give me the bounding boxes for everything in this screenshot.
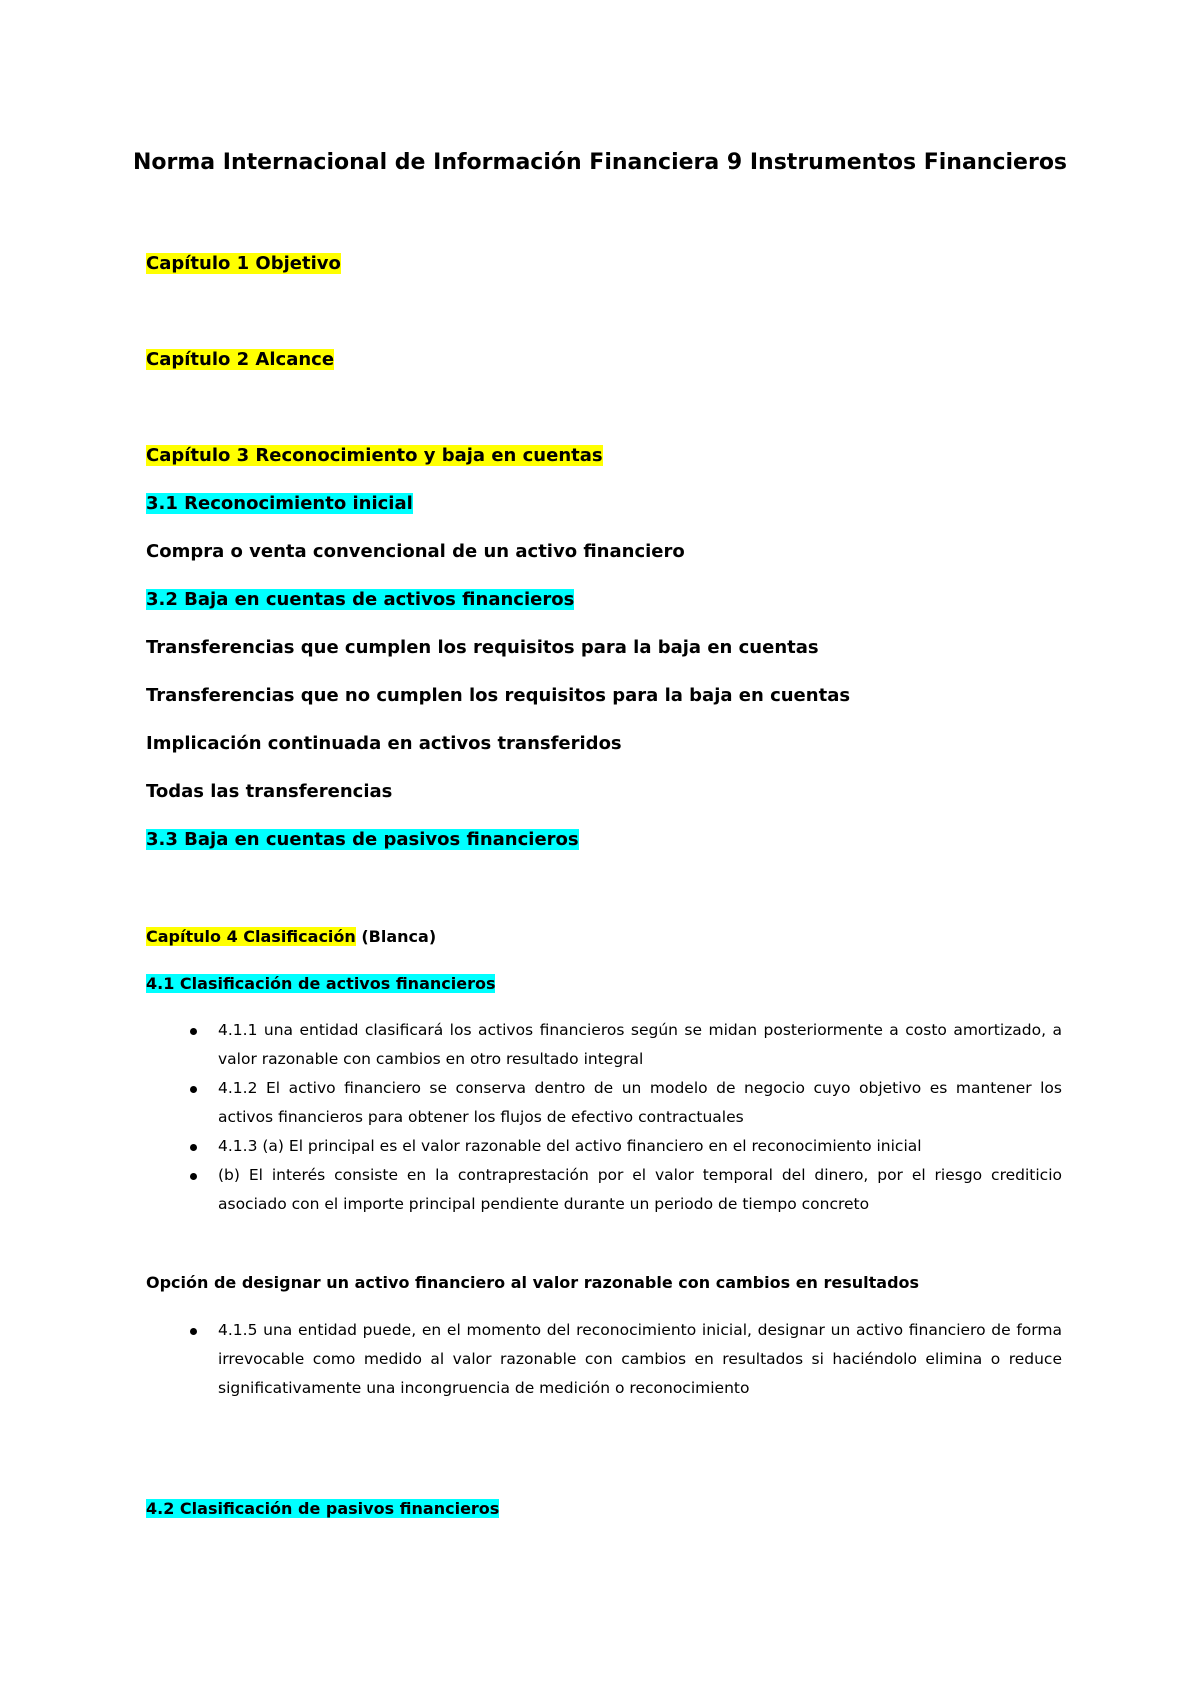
section-4-1-bullet-list xyxy=(0,1016,1200,1219)
bullet-dot-icon xyxy=(190,1028,197,1035)
chapter-4-label: Capítulo 4 Clasificación xyxy=(146,927,356,946)
bullet-dot-icon xyxy=(190,1173,197,1180)
chapter-3-heading xyxy=(146,446,603,467)
subsection-3-2-c: Implicación continuada en activos transferidos xyxy=(146,733,622,754)
section-3-1-label: 3.1 Reconocimiento inicial xyxy=(146,493,413,514)
bullet-4-1-1 xyxy=(218,1016,1062,1074)
bullet-4-1-3-b xyxy=(218,1161,1062,1219)
section-4-2-heading xyxy=(146,1500,499,1518)
bullet-dot-icon xyxy=(190,1144,197,1151)
subsection-3-1-a: Compra o venta convencional de un activo financiero xyxy=(146,541,685,562)
subsection-3-2-a: Transferencias que cumplen los requisitos para la baja en cuentas xyxy=(146,637,819,658)
bullet-text: El activo financiero se conserva dentro de un modelo de negocio cuyo objetivo es mantener los activos financieros para obtener los flujos de efectivo contractuales xyxy=(218,1079,1062,1126)
subsection-3-2-d: Todas las transferencias xyxy=(146,781,393,802)
bullet-text: El principal es el valor razonable del activo financiero en el reconocimiento inicial xyxy=(283,1137,922,1155)
bullet-number: 4.1.3 (a) xyxy=(218,1137,284,1155)
chapter-2-label: Capítulo 2 Alcance xyxy=(146,349,335,370)
section-4-2-label: 4.2 Clasificación de pasivos financieros xyxy=(146,1499,500,1518)
section-4-1-heading xyxy=(146,975,495,993)
bullet-dot-icon xyxy=(190,1086,197,1093)
document-title: Norma Internacional de Información Financiera 9 Instrumentos Financieros xyxy=(132,150,1068,175)
bullet-number: (b) xyxy=(218,1166,240,1184)
bullet-text: una entidad puede, en el momento del reconocimiento inicial, designar un activo financiero de forma irrevocable como medido al valor razonable con cambios en resultados si haciéndolo elimina o reduce significativamente una incongruencia de medición o reconocimiento xyxy=(218,1321,1062,1397)
section-3-2-label: 3.2 Baja en cuentas de activos financieros xyxy=(146,589,575,610)
chapter-1-label: Capítulo 1 Objetivo xyxy=(146,253,341,274)
chapter-4-note: (Blanca) xyxy=(355,927,437,946)
bullet-4-1-2 xyxy=(218,1074,1062,1132)
chapter-3-label: Capítulo 3 Reconocimiento y baja en cuentas xyxy=(146,445,603,466)
bullet-number: 4.1.5 xyxy=(218,1321,258,1339)
bullet-dot-icon xyxy=(190,1328,197,1335)
bullet-4-1-3-a xyxy=(218,1132,1062,1161)
subsection-3-2-b: Transferencias que no cumplen los requisitos para la baja en cuentas xyxy=(146,685,851,706)
bullet-number: 4.1.2 xyxy=(218,1079,258,1097)
bullet-text: una entidad clasificará los activos financieros según se midan posteriormente a costo amortizado, a valor razonable con cambios en otro resultado integral xyxy=(218,1021,1062,1068)
section-3-3-label: 3.3 Baja en cuentas de pasivos financieros xyxy=(146,829,579,850)
designation-option-heading: Opción de designar un activo financiero al valor razonable con cambios en resultados xyxy=(146,1273,920,1292)
designation-option-bullet-list xyxy=(0,1316,1200,1403)
section-3-1-heading xyxy=(146,494,413,515)
bullet-text: El interés consiste en la contraprestación por el valor temporal del dinero, por el riesgo crediticio asociado con el importe principal pendiente durante un periodo de tiempo concreto xyxy=(218,1166,1062,1213)
section-3-3-heading xyxy=(146,830,579,851)
section-3-2-heading xyxy=(146,590,574,611)
bullet-4-1-5 xyxy=(218,1316,1062,1403)
bullet-number: 4.1.1 xyxy=(218,1021,258,1039)
section-4-1-label: 4.1 Clasificación de activos financieros xyxy=(146,974,496,993)
chapter-4-heading xyxy=(146,928,436,946)
chapter-1-heading xyxy=(146,254,341,275)
chapter-2-heading xyxy=(146,350,334,371)
